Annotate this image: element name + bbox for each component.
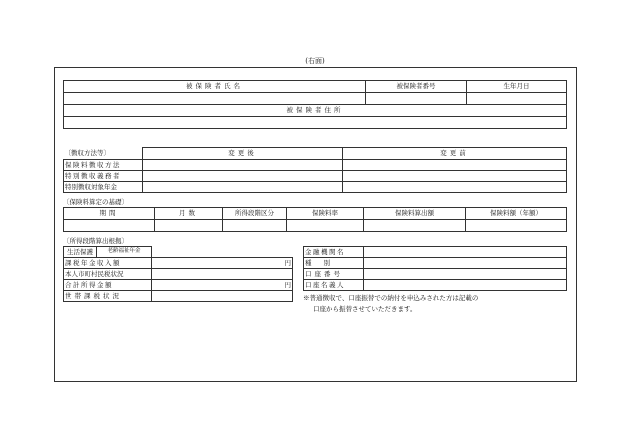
special-pension-label: 特別徴収対象年金 [64, 182, 143, 193]
insured-address-field[interactable] [64, 117, 567, 129]
account-number-field[interactable] [364, 269, 567, 280]
resident-tax-field[interactable] [152, 269, 293, 280]
income-tier-header: 所得段階区分 [223, 208, 287, 220]
account-type-field[interactable] [364, 258, 567, 269]
total-income-field[interactable] [152, 280, 293, 291]
special-collector-label: 特別徴収義務者 [64, 171, 143, 182]
insured-number-label: 被保険者番号 [366, 81, 467, 93]
months-header: 月数 [155, 208, 223, 220]
insured-name-label: 被保険者氏名 [64, 81, 366, 93]
premium-calc-header: 保険料算出額 [364, 208, 466, 220]
page-caption: (右面) [305, 57, 325, 65]
taxable-pension-label: 課税年金収入額 [64, 258, 152, 269]
transfer-note-line2: 口座から振替させていただきます。 [313, 305, 417, 313]
annual-premium-header: 保険料額（年額） [466, 208, 567, 220]
pension-label: 老齢福祉年金 [97, 247, 152, 258]
resident-tax-label: 本人市町村民税状況 [64, 269, 152, 280]
account-number-label: 口座番号 [304, 269, 364, 280]
annual-premium-field[interactable] [466, 220, 567, 232]
premium-rate-header: 保険料率 [287, 208, 364, 220]
birth-date-field[interactable] [467, 93, 567, 105]
household-tax-label: 世帯課税状況 [64, 291, 152, 302]
premium-calc-field[interactable] [364, 220, 466, 232]
basis-section-label: 〔保険料算定の基礎〕 [63, 198, 128, 206]
period-field[interactable] [64, 220, 155, 232]
total-income-label: 合計所得金額 [64, 280, 152, 291]
bank-table [303, 246, 567, 291]
income-section-label: 〔所得段階算出根拠〕 [63, 237, 128, 245]
insured-name-field[interactable] [64, 93, 366, 105]
insured-table [63, 80, 567, 129]
period-header: 期間 [64, 208, 155, 220]
insured-number-field[interactable] [366, 93, 467, 105]
collection-method-label: 保険料徴収方法 [64, 160, 143, 171]
account-holder-label: 口座名義人 [304, 280, 364, 291]
special-pension-before-field[interactable] [343, 182, 567, 193]
birth-date-label: 生年月日 [467, 81, 567, 93]
special-collector-after-field[interactable] [143, 171, 343, 182]
household-tax-field[interactable] [152, 291, 293, 302]
welfare-label: 生活保護 [64, 247, 97, 258]
collection-method-after-field[interactable] [143, 160, 343, 171]
taxable-pension-field[interactable] [152, 258, 293, 269]
collection-method-before-field[interactable] [343, 160, 567, 171]
bank-name-field[interactable] [364, 247, 567, 258]
insured-address-label: 被保険者住所 [64, 105, 567, 117]
account-holder-field[interactable] [364, 280, 567, 291]
income-blank [152, 247, 293, 258]
after-change-label: 変更後 [143, 148, 343, 160]
before-change-label: 変更前 [343, 148, 567, 160]
premium-rate-field[interactable] [287, 220, 364, 232]
account-type-label: 種別 [304, 258, 364, 269]
collection-section-label: 〔徴収方法等〕 [64, 148, 143, 160]
basis-table [63, 207, 567, 232]
income-tier-field[interactable] [223, 220, 287, 232]
months-field[interactable] [155, 220, 223, 232]
special-pension-after-field[interactable] [143, 182, 343, 193]
collection-table [63, 147, 567, 193]
income-table [63, 246, 293, 302]
yen-unit: 円 [284, 280, 291, 289]
yen-unit: 円 [284, 258, 291, 267]
transfer-note-line1: ※普通徴収で、口座振替での納付を申込みされた方は記載の [303, 294, 479, 302]
bank-name-label: 金融機関名 [304, 247, 364, 258]
special-collector-before-field[interactable] [343, 171, 567, 182]
